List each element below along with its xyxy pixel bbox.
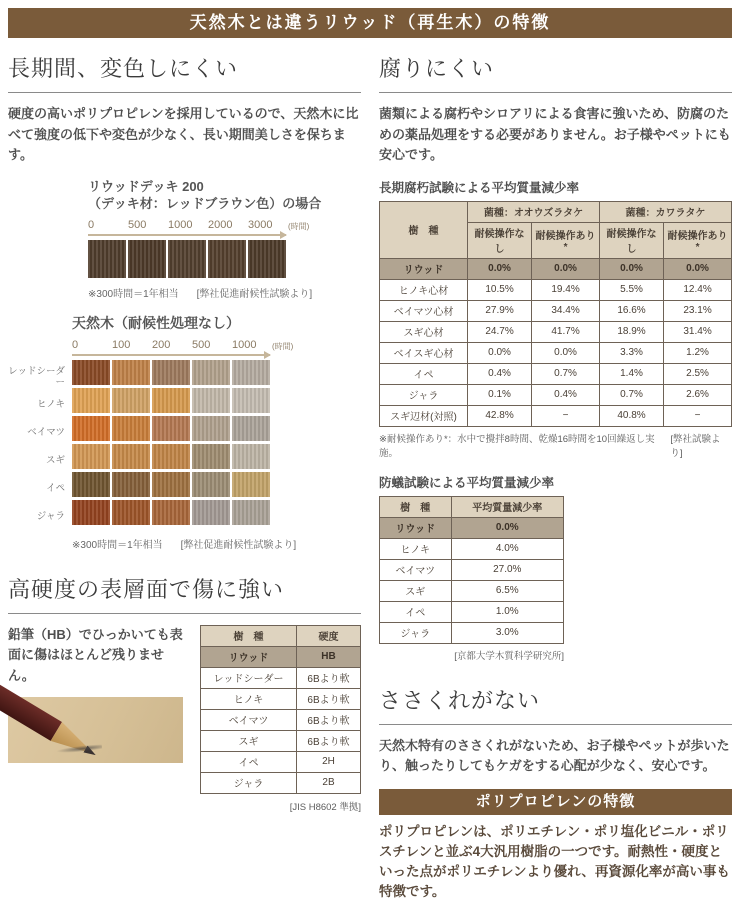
- decay-table-row: [380, 258, 732, 279]
- value-cell: HB: [297, 646, 361, 667]
- x-tick: 0: [72, 338, 79, 351]
- table-row: [201, 667, 361, 688]
- wood-swatch: [232, 500, 270, 525]
- species-cell: スギ辺材(対照): [380, 405, 468, 426]
- value-cell: 12.4%: [664, 279, 732, 300]
- wood-swatch: [232, 444, 270, 469]
- scratch-section-content: [8, 625, 361, 813]
- value-cell: 6Bより軟: [297, 709, 361, 730]
- wood-swatch: [232, 416, 270, 441]
- wood-swatch: [112, 500, 150, 525]
- decay-header-row-1: [380, 201, 732, 222]
- decay-test-table: [379, 201, 732, 427]
- wood-swatch: [192, 388, 230, 413]
- hardness-table-note: [JIS H8602 準拠]: [289, 801, 361, 813]
- x-tick: 1000: [168, 218, 193, 231]
- wood-swatch: [72, 416, 110, 441]
- species-cell: ヒノキ: [201, 688, 297, 709]
- row-label: ベイマツ: [27, 427, 65, 439]
- wood-swatch: [72, 500, 110, 525]
- column-header: 平均質量減少率: [451, 496, 563, 517]
- wood-swatch: [192, 472, 230, 497]
- termite-test-table: [379, 496, 564, 644]
- x-tick: 500: [192, 338, 211, 351]
- species-cell: イペ: [380, 601, 452, 622]
- value-cell: 2H: [297, 751, 361, 772]
- value-cell: 6Bより軟: [297, 667, 361, 688]
- section-heading-discolor: 長期間、変色しにくい: [8, 44, 361, 93]
- termite-table-title: 防蟻試験による平均質量減少率: [379, 475, 555, 490]
- species-cell: ヒノキ心材: [380, 279, 468, 300]
- weathering-subheader: 耐候操作あり*: [664, 222, 732, 258]
- pencil-scratch-photo: [8, 697, 183, 763]
- fungus-group-header: 菌種：カワラタケ: [599, 201, 731, 222]
- value-cell: 23.1%: [664, 300, 732, 321]
- decay-table-row: [380, 300, 732, 321]
- right-column: [379, 44, 732, 903]
- table-row: [380, 517, 564, 538]
- value-cell: 0.0%: [599, 258, 663, 279]
- species-cell: ジャラ: [380, 622, 452, 643]
- wood-swatch: [112, 444, 150, 469]
- value-cell: 4.0%: [451, 538, 563, 559]
- value-cell: 1.2%: [664, 342, 732, 363]
- species-cell: レッドシーダー: [201, 667, 297, 688]
- species-cell: スギ: [380, 580, 452, 601]
- termite-table-footer: [379, 648, 564, 662]
- species-cell: スギ: [201, 730, 297, 751]
- table-row: [201, 772, 361, 793]
- x-tick: 500: [128, 218, 147, 231]
- wood-swatch: [152, 416, 190, 441]
- natural-chart-notes: [72, 536, 361, 551]
- value-cell: 19.4%: [532, 279, 600, 300]
- value-cell: 40.8%: [599, 405, 663, 426]
- value-cell: 6Bより軟: [297, 730, 361, 751]
- swatch-row: [72, 416, 270, 441]
- decay-table-row: [380, 279, 732, 300]
- natural-chart-title: 天然木（耐候性処理なし）: [72, 314, 240, 331]
- value-cell: 6Bより軟: [297, 688, 361, 709]
- table-row: [380, 601, 564, 622]
- wood-swatch: [192, 360, 230, 385]
- value-cell: 0.0%: [451, 517, 563, 538]
- natural-chart-plot: [8, 339, 361, 532]
- value-cell: 5.5%: [599, 279, 663, 300]
- row-label: レッドシーダー: [8, 365, 65, 388]
- value-cell: 41.7%: [532, 321, 600, 342]
- rewood-chart-notes: [88, 285, 361, 300]
- x-tick: 1000: [232, 338, 257, 351]
- decay-table-footer: [379, 431, 732, 459]
- x-tick: 0: [88, 218, 95, 231]
- x-tick: 3000: [248, 218, 273, 231]
- table-row: [201, 646, 361, 667]
- value-cell: 6.5%: [451, 580, 563, 601]
- value-cell: 0.0%: [532, 342, 600, 363]
- section-heading-scratch: 高硬度の表層面で傷に強い: [8, 565, 361, 614]
- value-cell: 2.5%: [664, 363, 732, 384]
- scratch-body-text: 鉛筆（HB）でひっかいても表面に傷はほとんど残りません。: [8, 626, 183, 684]
- wood-swatch: [192, 416, 230, 441]
- swatch-row: [72, 472, 270, 497]
- value-cell: 27.9%: [468, 300, 532, 321]
- decay-table-footnote: ※耐候操作あり*：水中で攪拌8時間、乾燥16時間を10回繰返し実施。: [379, 433, 655, 459]
- scratch-left: [8, 625, 186, 813]
- table-row: [380, 580, 564, 601]
- table-row: [201, 730, 361, 751]
- splinter-body-text: 天然木特有のささくれがないため、お子様やペットが歩いたり、触ったりしてもケガをする心配が少なく、安心です。: [379, 737, 730, 774]
- value-cell: 34.4%: [532, 300, 600, 321]
- wood-swatch: [248, 240, 286, 278]
- header-row: [201, 625, 361, 646]
- swatch-row: [72, 444, 270, 469]
- wood-swatch: [152, 444, 190, 469]
- swatch-row: [72, 388, 270, 413]
- termite-table-body: [380, 517, 564, 643]
- species-cell: リウッド: [380, 258, 468, 279]
- table-row: [380, 538, 564, 559]
- rewood-chart-note: ※300時間＝1年相当: [88, 288, 179, 300]
- species-cell: イペ: [380, 363, 468, 384]
- x-axis-unit: (時間): [272, 341, 294, 351]
- species-cell: ベイスギ心材: [380, 342, 468, 363]
- wood-swatch: [192, 500, 230, 525]
- value-cell: 27.0%: [451, 559, 563, 580]
- value-cell: 10.5%: [468, 279, 532, 300]
- x-axis-arrow: [72, 354, 270, 356]
- rewood-chart-subtitle: （デッキ材：レッドブラウン色）の場合: [88, 196, 322, 212]
- value-cell: 2B: [297, 772, 361, 793]
- x-axis-arrow: [88, 234, 286, 236]
- pp-feature-body: ポリプロピレンは、ポリエチレン・ポリ塩化ビニル・ポリスチレンと並ぶ4大汎用樹脂の一つです。耐熱性・硬度といった点がポリエチレンより優れ、再資源化率が高い事も特徴です。: [379, 823, 730, 900]
- decay-table-row: [380, 384, 732, 405]
- value-cell: −: [664, 405, 732, 426]
- x-axis-ticks: [72, 338, 294, 352]
- wood-swatch: [112, 472, 150, 497]
- value-cell: 18.9%: [599, 321, 663, 342]
- wood-swatch: [152, 388, 190, 413]
- column-header: 硬度: [297, 625, 361, 646]
- table-row: [380, 559, 564, 580]
- value-cell: 3.0%: [451, 622, 563, 643]
- swatch-row: [72, 360, 270, 385]
- x-tick: 100: [112, 338, 131, 351]
- decay-table-body: [380, 258, 732, 426]
- species-cell: ジャラ: [380, 384, 468, 405]
- value-cell: 0.1%: [468, 384, 532, 405]
- value-cell: 42.8%: [468, 405, 532, 426]
- wood-swatch: [232, 472, 270, 497]
- pp-feature-heading: ポリプロピレンの特徴: [379, 789, 732, 815]
- hardness-table-wrap: [200, 625, 361, 813]
- wood-swatch: [168, 240, 206, 278]
- x-tick: 2000: [208, 218, 233, 231]
- two-column-layout: [8, 44, 732, 903]
- table-row: [380, 622, 564, 643]
- wood-swatch: [152, 360, 190, 385]
- table-row: [201, 709, 361, 730]
- wood-swatch: [72, 360, 110, 385]
- row-label: イペ: [45, 483, 65, 495]
- wood-swatch: [72, 444, 110, 469]
- table-row: [201, 688, 361, 709]
- section-heading-rot: 腐りにくい: [379, 44, 732, 93]
- termite-table-head: [380, 496, 564, 517]
- value-cell: 1.4%: [599, 363, 663, 384]
- wood-swatch: [112, 416, 150, 441]
- decay-table-head: [380, 201, 732, 258]
- decay-table-row: [380, 405, 732, 426]
- value-cell: 1.0%: [451, 601, 563, 622]
- table-row: [201, 751, 361, 772]
- species-cell: ヒノキ: [380, 538, 452, 559]
- page-title-banner: 天然木とは違うリウッド（再生木）の特徴: [8, 8, 732, 38]
- column-header: 樹 種: [201, 625, 297, 646]
- species-cell: リウッド: [201, 646, 297, 667]
- termite-table-source: [京都大学木質科学研究所]: [454, 650, 564, 662]
- wood-swatch: [128, 240, 166, 278]
- header-row: [380, 496, 564, 517]
- wood-swatch: [112, 360, 150, 385]
- value-cell: 16.6%: [599, 300, 663, 321]
- hardness-table: [200, 625, 361, 794]
- natural-wood-weathering-chart: [8, 314, 361, 551]
- hardness-table-body: [201, 646, 361, 793]
- species-cell: ベイマツ心材: [380, 300, 468, 321]
- value-cell: 0.7%: [599, 384, 663, 405]
- decay-table-row: [380, 321, 732, 342]
- value-cell: 0.0%: [468, 342, 532, 363]
- natural-chart-note: ※300時間＝1年相当: [72, 539, 163, 551]
- wood-swatch: [72, 472, 110, 497]
- left-column: [8, 44, 361, 903]
- species-header: 樹 種: [380, 201, 468, 258]
- wood-swatch: [192, 444, 230, 469]
- fungus-group-header: 菌種：オオウズラタケ: [468, 201, 600, 222]
- wood-swatch: [152, 472, 190, 497]
- rewood-chart-caption: [88, 178, 361, 213]
- swatch-row: [88, 240, 286, 278]
- value-cell: 3.3%: [599, 342, 663, 363]
- value-cell: −: [532, 405, 600, 426]
- value-cell: 0.0%: [664, 258, 732, 279]
- wood-swatch: [88, 240, 126, 278]
- value-cell: 0.0%: [468, 258, 532, 279]
- rot-body-text: 菌類による腐朽やシロアリによる食害に強いため、防腐のための薬品処理をする必要がありません。お子様やペットにも安心です。: [379, 106, 731, 163]
- species-cell: リウッド: [380, 517, 452, 538]
- discolor-body-text: 硬度の高いポリプロピレンを採用しているので、天然木に比べて強度の低下や変色が少なく、長い期間美しさを保ちます。: [8, 106, 359, 163]
- weathering-subheader: 耐候操作なし: [468, 222, 532, 258]
- weathering-subheader: 耐候操作なし: [599, 222, 663, 258]
- x-axis-ticks: [88, 218, 310, 232]
- row-label: ジャラ: [36, 511, 65, 523]
- value-cell: 0.0%: [532, 258, 600, 279]
- wood-swatch: [208, 240, 246, 278]
- decay-table-title: 長期腐朽試験による平均質量減少率: [379, 180, 580, 195]
- species-cell: ジャラ: [201, 772, 297, 793]
- value-cell: 31.4%: [664, 321, 732, 342]
- species-cell: ベイマツ: [380, 559, 452, 580]
- x-tick: 200: [152, 338, 171, 351]
- value-cell: 2.6%: [664, 384, 732, 405]
- rewood-weathering-chart: [8, 178, 361, 300]
- value-cell: 0.7%: [532, 363, 600, 384]
- row-label: スギ: [45, 455, 65, 467]
- rewood-chart-source: [弊社促進耐候性試験より]: [196, 288, 313, 300]
- x-axis-unit: (時間): [288, 221, 310, 231]
- natural-chart-source: [弊社促進耐候性試験より]: [180, 539, 297, 551]
- value-cell: 24.7%: [468, 321, 532, 342]
- species-cell: イペ: [201, 751, 297, 772]
- rewood-chart-plot: [88, 219, 361, 281]
- species-cell: ベイマツ: [201, 709, 297, 730]
- wood-swatch: [232, 360, 270, 385]
- value-cell: 0.4%: [468, 363, 532, 384]
- hardness-table-head: [201, 625, 361, 646]
- species-cell: スギ心材: [380, 321, 468, 342]
- section-heading-splinter: ささくれがない: [379, 676, 732, 725]
- decay-table-row: [380, 342, 732, 363]
- weathering-subheader: 耐候操作あり*: [532, 222, 600, 258]
- wood-swatch: [232, 388, 270, 413]
- decay-table-row: [380, 363, 732, 384]
- value-cell: 0.4%: [532, 384, 600, 405]
- decay-table-source: [弊社試験より]: [670, 433, 721, 459]
- swatch-row: [72, 500, 270, 525]
- wood-swatch: [152, 500, 190, 525]
- wood-swatch: [72, 388, 110, 413]
- wood-swatch: [112, 388, 150, 413]
- rewood-chart-title: リウッドデッキ 200: [88, 178, 204, 194]
- column-header: 樹 種: [380, 496, 452, 517]
- axis-spacer: [8, 339, 72, 364]
- row-label: ヒノキ: [36, 399, 65, 411]
